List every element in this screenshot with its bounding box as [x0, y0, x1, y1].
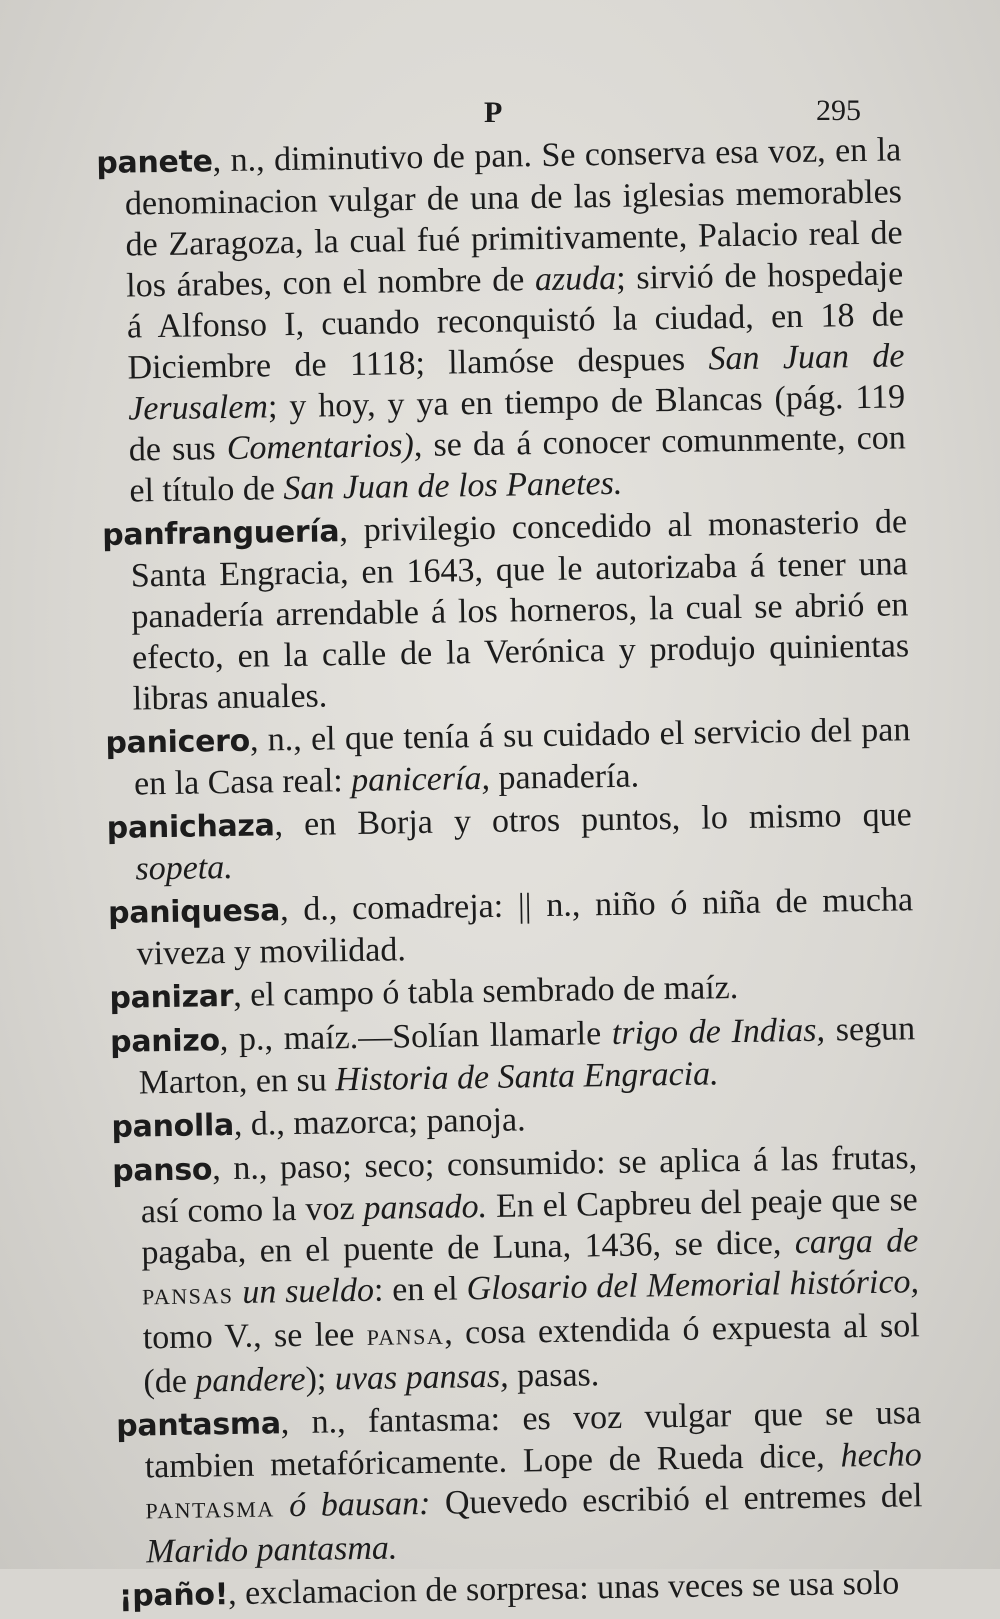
section-letter: P	[484, 96, 504, 129]
entry-text: , cosa extendida ó expuesta al sol (de	[143, 1307, 920, 1401]
dictionary-entry	[108, 879, 914, 975]
entry-italic-text: uvas pansas,	[334, 1357, 509, 1398]
entry-text: , privilegio concedido al monasterio de Santa Engracia, en 1643, que le autorizaba á tener una panadería arrendable á los horneros, la cual se abrió en efecto, en la calle de la Verónica y produjo quinientas libras anuales.	[130, 503, 910, 718]
entry-italic-text: trigo de Indias,	[611, 1011, 826, 1053]
entry-text: ; y hoy, y ya en tiempo de Blancas (pág. 119 de sus	[128, 378, 906, 469]
entry-italic-text: pansado.	[363, 1187, 488, 1227]
dictionary-entry	[96, 129, 907, 512]
entry-headword: panizar	[109, 978, 234, 1016]
entry-text: , n., el que tenía á su cuidado el servicio del pan en la Casa real:	[133, 711, 911, 803]
entry-italic-text: panicería,	[350, 759, 491, 800]
entry-text: , el campo ó tabla sembrado de maíz.	[232, 969, 739, 1014]
entry-headword: panizo	[109, 1023, 221, 1060]
entry-italic-text: un sueldo	[233, 1271, 375, 1311]
entry-text: segun Marton, en su	[138, 1010, 916, 1102]
entry-text: , exclamacion de sorpresa: unas veces se usa solo	[227, 1564, 900, 1613]
dictionary-entry	[106, 794, 912, 890]
entry-text: );	[305, 1360, 336, 1398]
entry-text: , d., comadreja: || n., niño ó niña de mucha viveza y movilidad.	[136, 881, 914, 973]
entry-text: pasas.	[508, 1356, 600, 1395]
entry-italic-text: Glosario del Memorial histórico,	[466, 1263, 920, 1308]
entry-headword: panichaza	[106, 808, 275, 846]
entry-text: panadería.	[489, 757, 640, 797]
page-number: 295	[816, 94, 861, 127]
dictionary-entries	[96, 129, 924, 1618]
entry-headword: panso	[111, 1152, 213, 1189]
entry-text: En el Capbreu del peaje que se pagaba, en el puente de Luna, 1436, se dice,	[141, 1181, 919, 1272]
entry-text: , d., mazorca; panoja.	[233, 1101, 526, 1143]
entry-headword: paniquesa	[107, 893, 281, 931]
entry-italic-text: Historia de Santa Engracia.	[334, 1055, 719, 1099]
dictionary-entry	[116, 1392, 924, 1573]
entry-headword: panicero	[105, 723, 251, 761]
entry-text: , n., fantasma: es voz vulgar que se usa tambien metafóricamente. Lope de Rueda dice,	[144, 1394, 922, 1486]
entry-italic-text: carga de	[794, 1222, 919, 1262]
entry-italic-text: ó bausan:	[274, 1484, 431, 1525]
entry-italic-text: San Juan de los Panetes.	[283, 464, 623, 508]
dictionary-entry	[102, 501, 910, 720]
entry-italic-text: pandere	[195, 1360, 306, 1400]
entry-text: , p., maíz.—Solían llamarle	[219, 1015, 613, 1059]
entry-headword: pantasma	[115, 1406, 282, 1444]
entry-text: Quevedo escribió el entremes del	[430, 1477, 923, 1522]
entry-smallcaps-text: PANSA	[366, 1323, 445, 1350]
entry-headword: ¡paño!	[118, 1577, 229, 1614]
entry-italic-text: azuda	[534, 259, 617, 299]
entry-italic-text: hecho	[840, 1436, 923, 1475]
entry-italic-text: Marido pantasma.	[145, 1529, 398, 1571]
entry-italic-text: Comentarios)	[226, 427, 415, 467]
dictionary-entry	[105, 709, 911, 805]
entry-headword: panfranguería	[101, 514, 340, 553]
entry-text: : en el	[373, 1270, 467, 1309]
entry-smallcaps-text: PANSAS	[141, 1282, 234, 1310]
entry-headword: panolla	[111, 1107, 235, 1145]
entry-text: , se da á conocer comunmente, con el título de	[129, 419, 907, 510]
entry-text: , n., paso; seco; consumido: se aplica á las frutas, así como la voz	[140, 1139, 918, 1231]
dictionary-entry	[112, 1137, 921, 1403]
entry-text: , n., diminutivo de pan. Se conserva esa voz, en la denominacion vulgar de una de las iglesias memorables de Zaragoza, la cual fué primitivamente, Palacio real de los árabes, con el nombre de	[124, 131, 903, 305]
entry-text: tomo V., se lee	[142, 1315, 367, 1357]
entry-text: ; sirvió de hospedaje á Alfonso I, cuando reconquistó la ciudad, en 18 de Diciembre de 1118; llamóse despues	[126, 255, 905, 387]
entry-italic-text: San Juan de Jerusalem	[127, 337, 905, 428]
entry-italic-text: sopeta.	[135, 848, 233, 888]
dictionary-entry	[110, 1008, 916, 1104]
entry-headword: panete	[96, 144, 213, 181]
entry-text: , en Borja y otros puntos, lo mismo que	[274, 796, 912, 844]
entry-smallcaps-text: PANTASMA	[145, 1496, 275, 1524]
